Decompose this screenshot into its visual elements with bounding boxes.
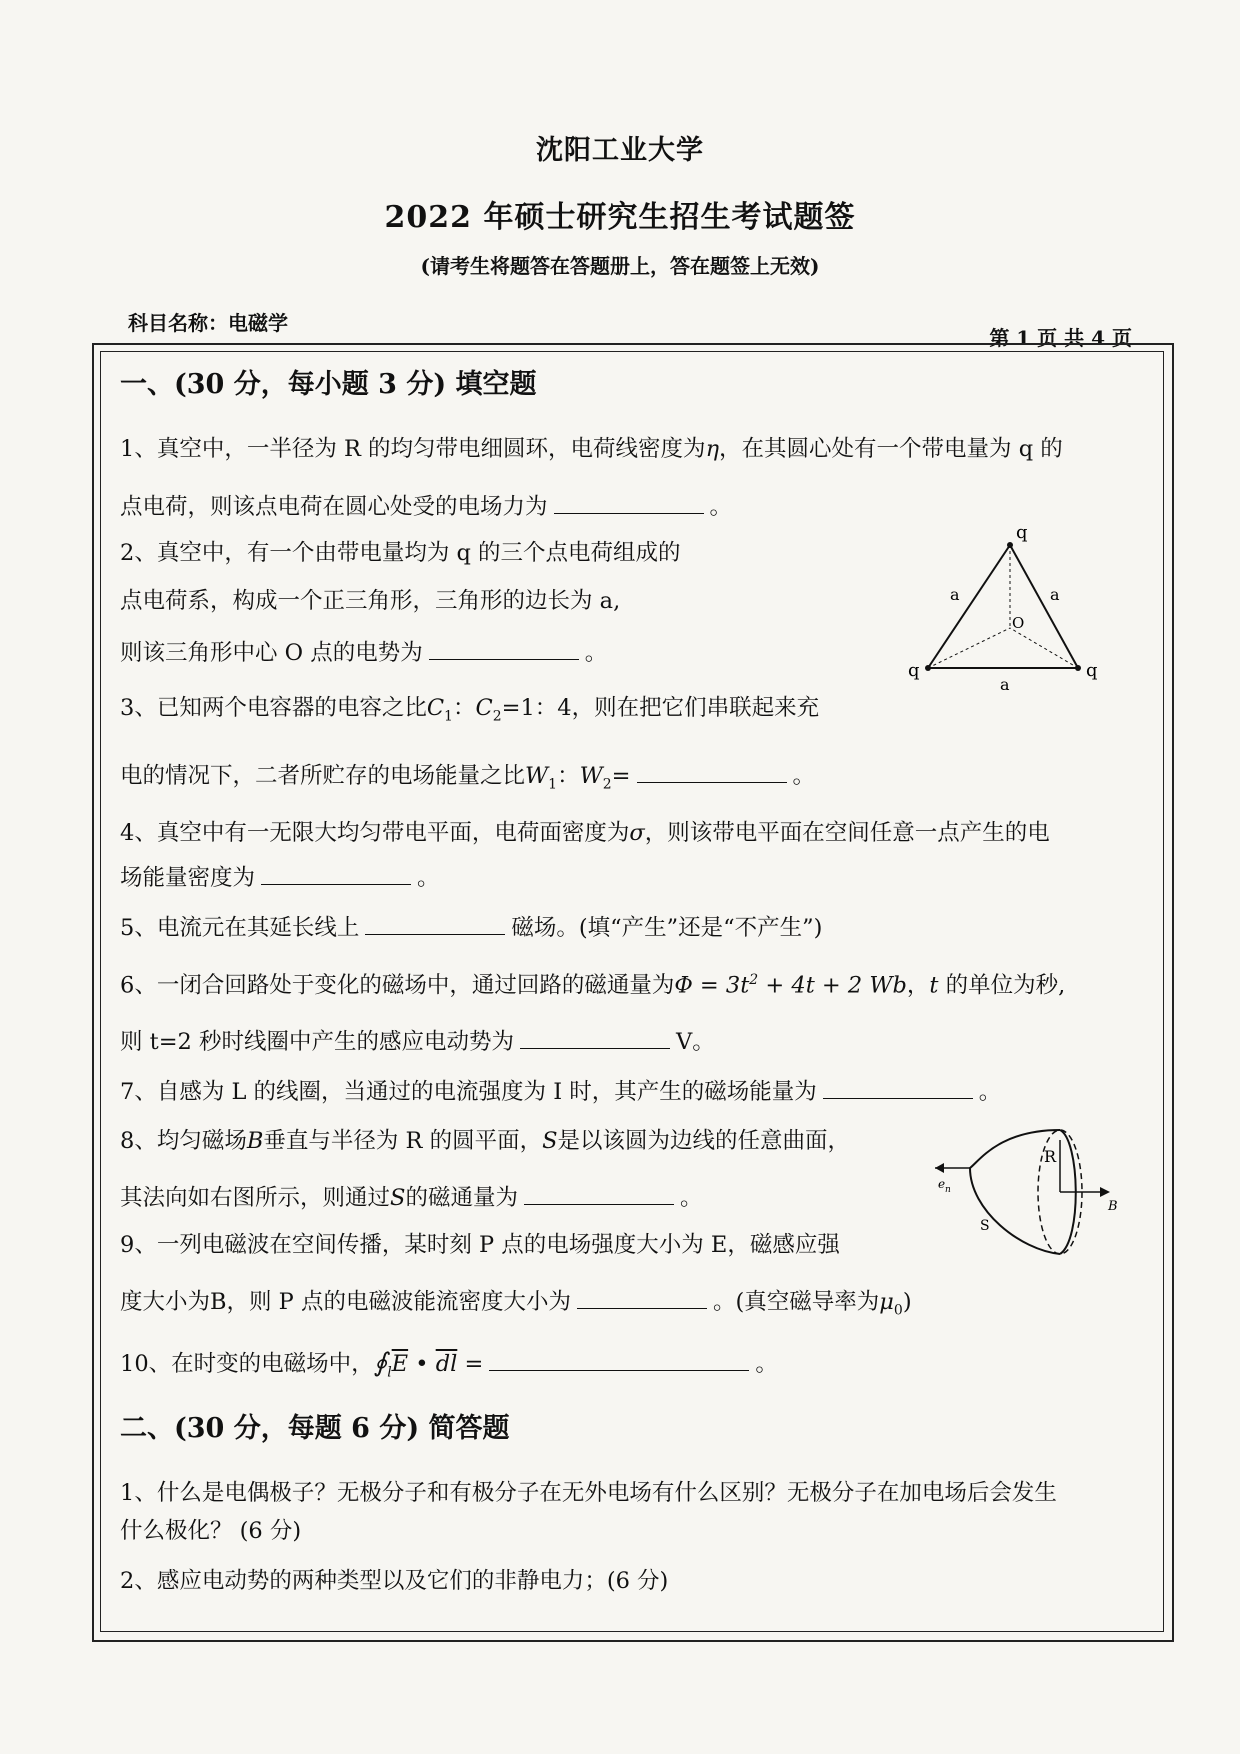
label-q-left: q [908,660,920,681]
page-info: 第 1 页 共 4 页 [989,326,1132,350]
q8-line1: 8、均匀磁场B垂直与半径为 R 的圆平面，S是以该圆为边线的任意曲面， [120,1128,851,1154]
charge-left [925,665,931,671]
answer-blank [429,637,579,660]
surface-diagram [930,1120,1130,1280]
answer-blank [577,1286,707,1309]
q2-line3: 则该三角形中心 O 点的电势为 。 [120,637,607,667]
q1-line2: 点电荷，则该点电荷在圆心处受的电场力为 。 [120,491,732,521]
q10-line: 10、在时变的电磁场中，$∮_l\overline{E}$ • $\overline{dl}$ = 。 [120,1348,778,1381]
label-side-bottom: a [1000,675,1010,690]
answer-blank [520,1026,670,1049]
triangle-side-right [1010,545,1078,668]
q4-line1: 4、真空中有一无限大均匀带电平面，电荷面密度为σ，则该带电平面在空间任意一点产生的电 [120,820,1050,846]
label-en: e [938,1177,946,1191]
q9-line2: 度大小为B，则 P 点的电磁波能流密度大小为 。(真空磁导率为$\mu_0$) [120,1286,912,1319]
answer-blank [637,760,787,783]
q5-line: 5、电流元在其延长线上 磁场。(填“产生”还是“不产生”) [120,912,822,942]
answer-blank [524,1182,674,1205]
label-r: R [1044,1147,1057,1166]
q6-line2: 则 t=2 秒时线圈中产生的感应电动势为 V。 [120,1026,715,1056]
q2-line2: 点电荷系，构成一个正三角形，三角形的边长为 a, [120,588,621,614]
answer-blank [261,862,411,885]
s2-q2-line: 2、感应电动势的两种类型以及它们的非静电力；(6 分) [120,1568,669,1594]
q9-line1: 9、一列电磁波在空间传播，某时刻 P 点的电场强度大小为 E，磁感应强 [120,1232,840,1258]
q7-line: 7、自感为 L 的线圈，当通过的电流强度为 I 时，其产生的磁场能量为 。 [120,1076,1001,1106]
q4-line2: 场能量密度为 。 [120,862,440,892]
school-name: 沈阳工业大学 [536,135,704,166]
q1-line1: 1、真空中，一半径为 R 的均匀带电细圆环，电荷线密度为η，在其圆心处有一个带电量为 q 的 [120,436,1063,462]
q8-line2: 其法向如右图所示，则通过S的磁通量为 。 [120,1182,702,1212]
s2-q1-line1: 1、什么是电偶极子？无极分子和有极分子在无外电场有什么区别？无极分子在加电场后会发生 [120,1480,1057,1506]
answer-blank [823,1076,973,1099]
exam-title: 2022 年硕士研究生招生考试题签 [384,200,856,235]
q3-line1: 3、已知两个电容器的电容之比$C_1$：$C_2=1$：4，则在把它们串联起来充 [120,695,820,725]
q2-line1: 2、真空中，有一个由带电量均为 q 的三个点电荷组成的 [120,540,681,566]
answer-blank [489,1348,749,1371]
s2-q1-line2: 什么极化？ (6 分) [120,1518,302,1544]
charge-right [1075,665,1081,671]
section1-heading: 一、(30 分，每小题 3 分) 填空题 [120,369,537,400]
q3-line2: 电的情况下，二者所贮存的电场能量之比$W_1$：$W_2=$ 。 [120,760,815,793]
label-side-right: a [1050,585,1060,604]
exam-notice: (请考生将题答在答题册上，答在题签上无效) [420,254,820,278]
normal-arrowhead [935,1163,944,1173]
charge-top [1007,542,1013,548]
section2-heading: 二、(30 分，每题 6 分) 简答题 [120,1413,510,1444]
b-arrowhead [1100,1187,1110,1197]
subject-name: 科目名称：电磁学 [128,311,288,335]
answer-blank [365,912,505,935]
triangle-diagram [900,520,1110,690]
answer-blank [554,491,704,514]
label-side-left: a [950,585,960,604]
triangle-side-left [928,545,1010,668]
label-s: S [980,1218,990,1234]
q6-line1: 6、一闭合回路处于变化的磁场中，通过回路的磁通量为$\Phi = 3t^2 + 4t + 2$ Wb，t 的单位为秒, [120,972,1066,999]
label-q-top: q [1016,522,1028,543]
label-center-o: O [1012,614,1025,632]
label-en-sub: n [945,1185,951,1195]
label-q-right: q [1086,660,1098,681]
label-b: B [1108,1199,1118,1214]
